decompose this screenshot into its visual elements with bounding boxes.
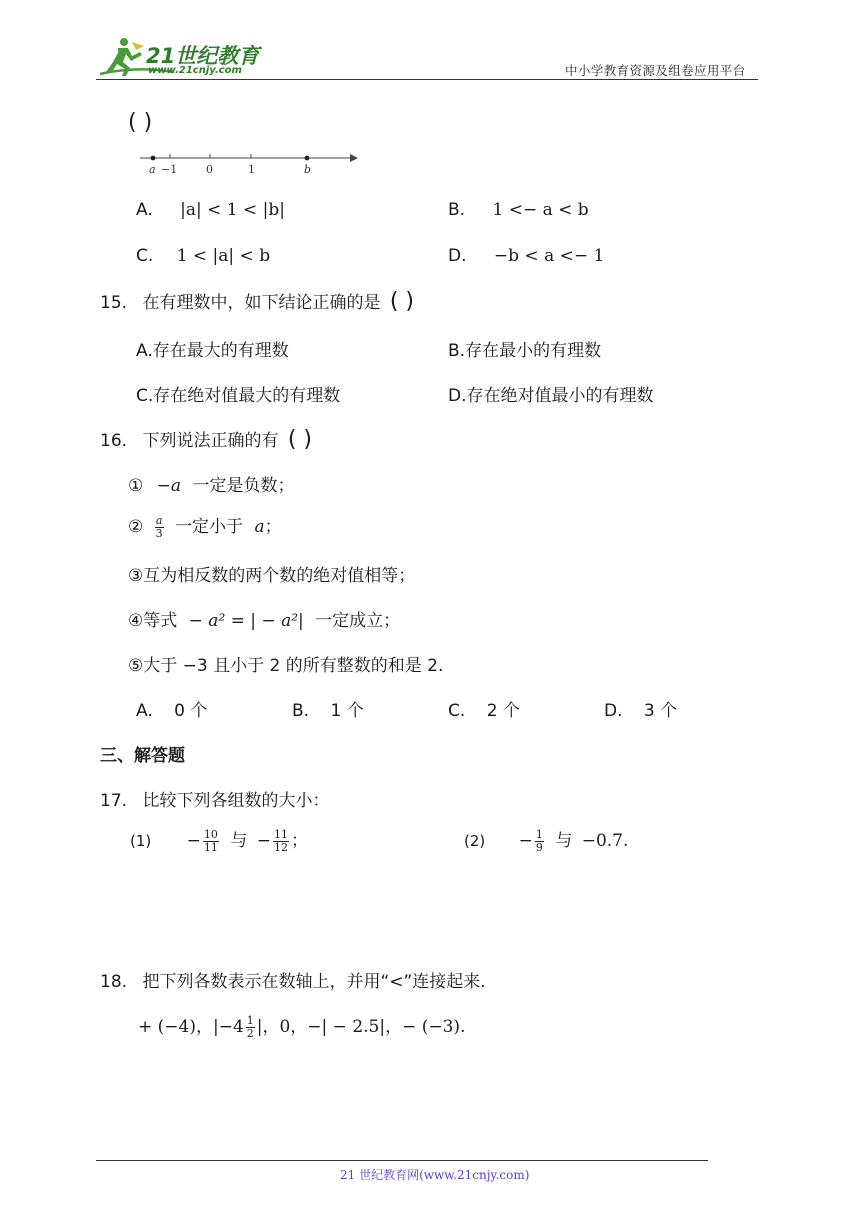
punct: ； [290,831,308,851]
question-text: 在有理数中，如下结论正确的是 [142,293,381,313]
q17-part-1: (1) − $\frac{10}{11}$ 与 − $\frac{11}{12}$ ； [130,827,308,854]
question-number: 15. [100,293,128,313]
q15-option-d[interactable] [448,381,654,406]
option-text: 2 个 [486,701,520,721]
option-label: C. [448,701,466,721]
circled-number: ③ [128,566,144,586]
number-line-figure [136,148,360,180]
option-text: 存在绝对值最大的有理数 [153,386,341,406]
q16-statement-3 [128,561,415,586]
footer-source: 21 世纪教育网(www.21cnjy.com) [340,1168,530,1182]
option-text: 1 个 [330,701,364,721]
q15-stem [100,288,414,314]
q14-option-b[interactable] [448,200,589,220]
q14-bracket: ( ) [128,110,153,135]
site-logo [96,36,266,80]
option-text: 1 <− a < b [492,200,589,220]
option-text: −b < a <− 1 [493,246,605,266]
q16-option-c[interactable] [448,696,520,721]
option-label: D. [604,701,623,721]
option-label: D. [448,246,467,266]
option-label: B. [448,200,466,220]
statement-text: 等式 [143,611,178,631]
q16-statement-4 [128,606,400,631]
q14-option-c[interactable] [136,246,270,266]
q16-statement-2 [128,512,282,540]
option-text: 存在最小的有理数 [465,341,602,361]
answer-bracket: ( ) [287,427,313,452]
statement-text: 互为相反数的两个数的绝对值相等； [143,566,416,586]
option-text: 3 个 [643,701,678,721]
q16-option-d[interactable] [604,696,677,721]
q15-option-b[interactable] [448,336,601,361]
axis-label-b: b [304,163,312,176]
q14-option-d[interactable] [448,246,604,266]
circled-number: ① [128,476,144,496]
arrow-icon [350,154,358,162]
option-label: D. [448,386,467,406]
q16-statement-5 [128,651,443,676]
axis-label-1: 1 [248,163,255,176]
question-number: 16. [100,431,128,451]
option-label: B. [448,341,466,361]
option-label: A. [136,341,153,361]
option-label: A. [136,701,153,721]
math-expr: −0.7. [581,831,629,851]
statement-text: 一定是负数； [192,476,295,496]
axis-label-0: 0 [206,163,213,176]
option-text: 0 个 [174,701,208,721]
axis-label-neg1: −1 [161,163,178,176]
answer-bracket: ( ) [389,289,415,314]
fraction-1-over-9: $\frac{1}{9}$ [535,827,543,854]
axis-label-a: a [149,163,156,176]
header-divider [96,79,758,80]
footer-divider [96,1160,708,1161]
q15-option-c[interactable] [136,381,340,406]
option-text: 存在绝对值最小的有理数 [466,386,654,406]
q17-stem [100,786,329,811]
logo-title: 21世纪教育 [146,44,260,68]
q18-numbers [138,1012,465,1040]
math-var: a [254,517,265,537]
part-label: (2) [464,832,486,850]
option-text: |a| < 1 < |b| [180,200,285,220]
question-text: 把下列各数表示在数轴上，并用“<”连接起来. [142,972,486,992]
connector-text: 与 [555,831,573,851]
statement-text: 一定成立； [315,611,401,631]
fraction-a-over-3: $\frac{a}{3}$ [155,513,163,540]
math-expr: − a² = | − a²| [188,611,304,631]
statement-text: 一定小于 [175,517,244,537]
question-number: 17. [100,791,128,811]
q16-stem [100,426,312,452]
option-label: C. [136,386,154,406]
option-label: B. [292,701,310,721]
section-title: 三、解答题 [100,746,185,766]
fraction-10-over-11: $\frac{10}{11}$ [203,827,218,854]
option-label: C. [136,246,154,266]
q16-statement-1 [128,471,294,496]
point-a [151,156,156,161]
q15-option-a[interactable] [136,336,289,361]
fraction-1-over-2: $\frac{1}{2}$ [246,1014,254,1040]
logo-url: www.21cnjy.com [148,65,242,76]
question-text: 比较下列各组数的大小： [142,791,330,811]
statement-text: 大于 −3 且小于 2 的所有整数的和是 2. [143,656,444,676]
q16-option-b[interactable] [292,696,364,721]
punct: ； [264,517,282,537]
circled-number: ④ [128,611,144,631]
brand-slogan: 中小学教育资源及组卷应用平台 [565,63,746,78]
part-label: (1) [130,832,152,850]
math-expr: + (−4)，|−4 [138,1017,244,1037]
question-number: 18. [100,972,128,992]
connector-text: 与 [230,831,248,851]
q17-part-2: (2) − $\frac{1}{9}$ 与 −0.7. [464,827,629,854]
option-text: 存在最大的有理数 [152,341,289,361]
math-expr: |，0，−| − 2.5|，− (−3). [256,1017,466,1037]
question-text: 下列说法正确的有 [142,431,279,451]
q16-option-a[interactable] [136,696,207,721]
q14-option-a[interactable] [136,200,285,220]
point-b [305,156,310,161]
circled-number: ② [128,517,144,537]
math-expr: −a [156,476,182,496]
q18-stem [100,967,486,992]
fraction-11-over-12: $\frac{11}{12}$ [273,827,288,854]
circled-number: ⑤ [128,656,144,676]
option-label: A. [136,200,153,220]
option-text: 1 < |a| < b [176,246,271,266]
